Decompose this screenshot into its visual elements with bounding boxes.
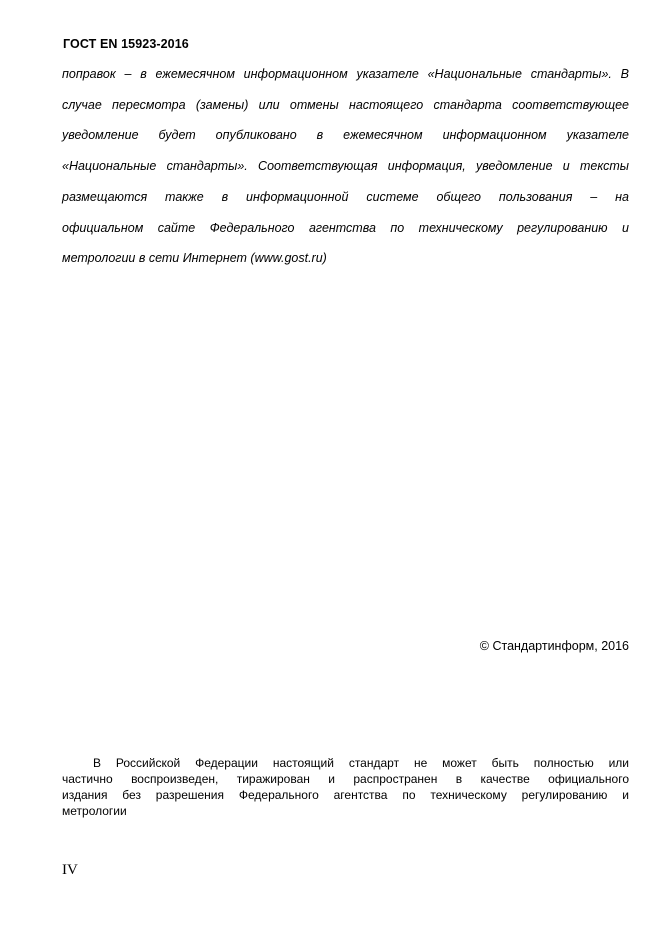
- body-line: официальном сайте Федерального агентства по техническому регулированию и: [62, 220, 629, 235]
- notice-line: метрологии: [62, 804, 127, 818]
- notice-line: В Российской Федерации настоящий стандарт не может быть полностью или: [93, 756, 629, 770]
- reproduction-notice: [62, 755, 629, 819]
- body-line: случае пересмотра (замены) или отмены настоящего стандарта соответствующее: [62, 97, 629, 112]
- page-number: IV: [62, 862, 78, 878]
- notice-line: издания без разрешения Федерального агентства по техническому регулированию и: [62, 788, 629, 802]
- body-line: размещаются также в информационной системе общего пользования – на: [62, 189, 629, 204]
- body-line: метрологии в сети Интернет (www.gost.ru): [62, 251, 327, 266]
- body-line: уведомление будет опубликовано в ежемесячном информационном указателе: [62, 128, 629, 143]
- notice-line: частично воспроизведен, тиражирован и распространен в качестве официального: [62, 772, 629, 786]
- document-code: ГОСТ EN 15923-2016: [63, 37, 189, 51]
- body-line: «Национальные стандарты». Соответствующая информация, уведомление и тексты: [62, 159, 629, 174]
- copyright-notice: © Стандартинформ, 2016: [479, 639, 629, 653]
- body-paragraph: [62, 59, 629, 274]
- body-line: поправок – в ежемесячном информационном указателе «Национальные стандарты». В: [62, 67, 629, 81]
